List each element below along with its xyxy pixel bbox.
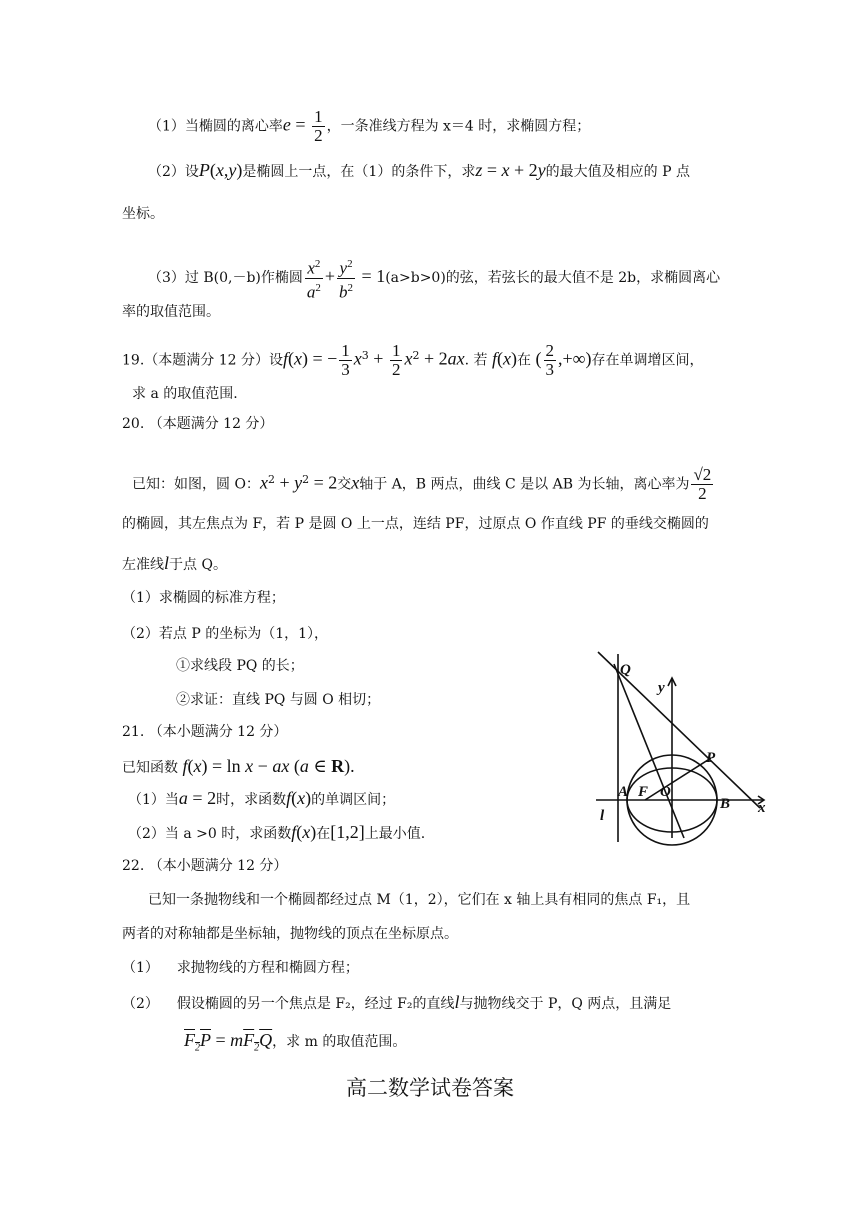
q18-part3-cont: 率的取值范围。 bbox=[122, 304, 220, 320]
q21-label: 21. （本小题满分 12 分） bbox=[122, 724, 288, 740]
q18-part2-cont: 坐标。 bbox=[122, 206, 164, 222]
label-F: F bbox=[638, 784, 649, 800]
q18-part2: （2）设P(x,y)是椭圆上一点，在（1）的条件下，求z = x + 2y的最大值及相应的 P 点 bbox=[148, 160, 690, 180]
q22-sub1: （1） 求抛物线的方程和椭圆方程； bbox=[122, 960, 359, 976]
q18-part3: （3）过 B(0,－b)作椭圆 $\frac{x^2}{a^2}$ + $\frac{y^2}{b^2}$ = 1(a>b>0)的弦，若弦长的最大值不是 2b，求椭圆离心 bbox=[148, 255, 720, 301]
label-B: B bbox=[720, 796, 731, 812]
line-OQ bbox=[614, 664, 684, 838]
q19: 19.（本题满分 12 分）设f(x) = − $\frac{1}{3}$ $x^3$ + $\frac{1}{2}$ $x^2 + 2ax$. 若 f(x)在 ( $\frac{2}{3}$ ,+∞)存在单调增区间， bbox=[122, 341, 704, 379]
q22-label: 22. （本小题满分 12 分） bbox=[122, 858, 288, 874]
label-x: x bbox=[758, 800, 766, 816]
q20-line2: 的椭圆，其左焦点为 F，若 P 是圆 O 上一点，连结 PF，过原点 O 作直线 PF 的垂线交椭圆的 bbox=[122, 516, 709, 532]
q22-line2: 两者的对称轴都是坐标轴，抛物线的顶点在坐标原点。 bbox=[122, 926, 458, 942]
q18-part1: （1）当椭圆的离心率e = $\frac{1}{2}$ ，一条准线方程为 x＝4 时，求椭圆方程； bbox=[148, 107, 591, 145]
q22-sub2-cont: $F_2P = mF_2Q$，求 m 的取值范围。 bbox=[184, 1030, 407, 1054]
fraction-sqrt2-over-2: $\frac{√2}{2}$ bbox=[693, 465, 712, 503]
q20-label: 20. （本题满分 12 分） bbox=[122, 416, 274, 432]
q20-sub2b: ②求证：直线 PQ 与圆 O 相切； bbox=[176, 692, 381, 708]
label-y: y bbox=[658, 680, 665, 696]
q20-sub2: （2）若点 P 的坐标为（1，1）， bbox=[122, 626, 329, 642]
answer-title: 高二数学试卷答案 bbox=[346, 1076, 514, 1100]
q19-cont: 求 a 的取值范围. bbox=[132, 386, 238, 402]
ellipse-circle-figure bbox=[588, 648, 772, 848]
q20-sub2a: ①求线段 PQ 的长； bbox=[176, 658, 304, 674]
label-l: l bbox=[600, 808, 605, 824]
fraction-one-half: $\frac{1}{2}$ bbox=[314, 107, 323, 145]
q21-sub1: （1）当a = 2时，求函数f(x)的单调区间； bbox=[128, 788, 396, 808]
label-P: P bbox=[706, 750, 716, 766]
q21-given: 已知函数 f(x) = ln x − ax (a ∈ R). bbox=[122, 756, 355, 776]
label-Q: Q bbox=[620, 662, 631, 678]
q20-line1: 已知：如图，圆 O：$x^2 + y^2 = 2$交x轴于 A，B 两点，曲线 C 是以 AB 为长轴，离心率为 $\frac{√2}{2}$ bbox=[132, 465, 712, 503]
q22-sub2: （2） 假设椭圆的另一个焦点是 F₂，经过 F₂的直线l与抛物线交于 P，Q 两点，且满足 bbox=[122, 992, 672, 1012]
label-A: A bbox=[618, 784, 629, 800]
q22-line1: 已知一条抛物线和一个椭圆都经过点 M（1，2），它们在 x 轴上具有相同的焦点 F₁，且 bbox=[148, 892, 691, 908]
q20-sub1: （1）求椭圆的标准方程； bbox=[122, 590, 285, 606]
label-O: O bbox=[660, 784, 671, 800]
q20-line3: 左准线l于点 Q。 bbox=[122, 553, 227, 573]
geometry-diagram bbox=[588, 648, 772, 848]
q21-sub2: （2）当 a >0 时，求函数f(x)在[1,2]上最小值. bbox=[128, 822, 426, 842]
